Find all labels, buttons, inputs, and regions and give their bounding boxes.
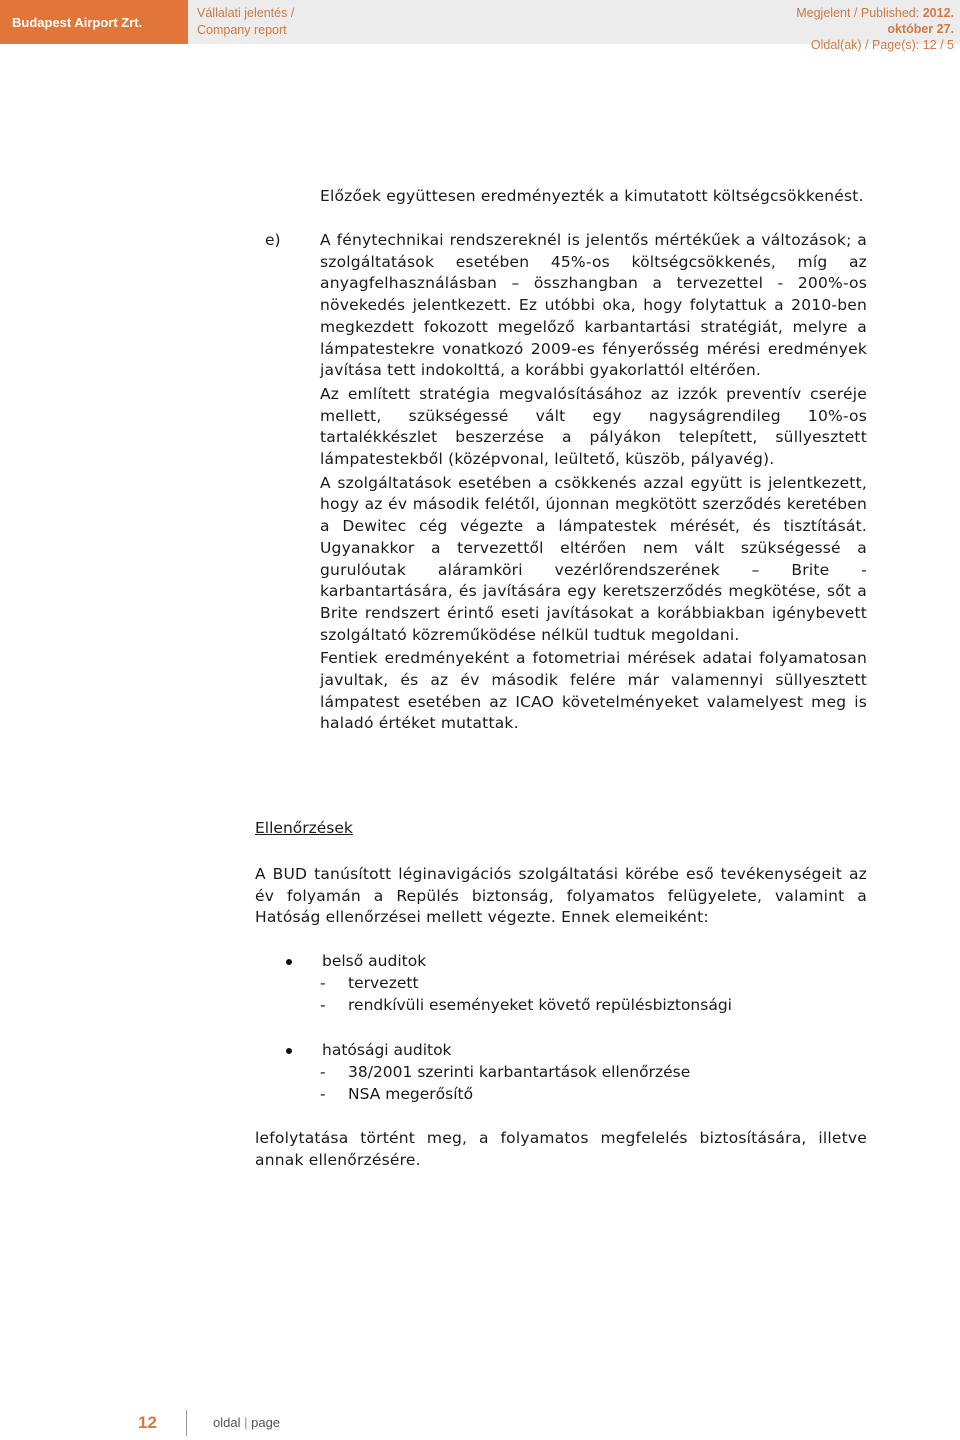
closing-paragraph: lefolytatása történt meg, a folyamatos megfelelés biztosítására, illetve annak ellenőrzésére. bbox=[255, 1129, 867, 1169]
bullet-dot-icon bbox=[286, 959, 292, 965]
page-count-label: Oldal(ak) / Page(s): 12 / 5 bbox=[810, 38, 954, 52]
section-title: Ellenőrzések bbox=[255, 819, 353, 837]
item-e-paragraph-4: Fentiek eredményeként a fotometriai mérések adatai folyamatosan javultak, és az év második felére már valamennyi süllyesztett lámpatest esetében az ICAO követelményeket valamelyest meg is haladó értéket mutattak. bbox=[320, 649, 867, 733]
bullet-item-label: hatósági auditok bbox=[322, 1041, 452, 1059]
document-type-en: Company report bbox=[197, 23, 287, 37]
sub-item-label: tervezett bbox=[348, 974, 419, 992]
page-header bbox=[0, 0, 960, 52]
sub-item-dash: - bbox=[320, 1085, 326, 1103]
page-word-bar: | bbox=[244, 1415, 248, 1430]
item-e-paragraph-3: A szolgáltatások esetében a csökkenés azzal együtt is jelentkezett, hogy az év második felétől, újonnan megkötött szerződés keretében a Dewitec cég végezte a lámpatestek mérését, és tisztítását. Ugyanakkor a tervezettől eltérően nem vált szükségessé a gurulóutak aláramköri vezérlőrendszerének – Brite - karbantartására, és javítására egy keretszerződés megkötése, sőt a Brite rendszert érintő eseti javításokat a korábbiakban igénybevett szolgáltató közreműködése nélkül tudtuk megoldani. bbox=[320, 473, 867, 644]
page-word-hu: oldal bbox=[213, 1415, 241, 1430]
sub-item-dash: - bbox=[320, 974, 326, 992]
published-year: 2012. bbox=[922, 6, 954, 20]
item-e-paragraph-1: A fénytechnikai rendszereknél is jelentős mértékűek a változások; a szolgáltatások esetében 45%-os költségcsökkenés, míg az anyagfelhasználásban – összhangban a tervezettel - 200%-os növekedés jelentkezett. Ez utóbbi oka, hogy folytattuk a 2010-ben megkezdett fokozott megelőző karbantartási stratégiát, melyre a lámpatestekre vonatkozó 2009-es fényerősség mérési eredmények javítása tett indokolttá, a korábbi gyakorlattól eltérően. bbox=[320, 231, 867, 380]
item-e-paragraph-2: Az említett stratégia megvalósításához az izzók preventív cseréje mellett, szükségessé vált egy nagyságrendileg 10%-os tartalékkészlet beszerzése a pályákon telepített, süllyesztett lámpatestekből (középvonal, leültető, küszöb, pályavég). bbox=[320, 384, 867, 469]
bullet-item-label: belső auditok bbox=[322, 952, 427, 970]
footer-divider bbox=[186, 1410, 187, 1436]
document-type-separator: / bbox=[290, 6, 295, 20]
continuation-paragraph: Előzőek együttesen eredményezték a kimutatott költségcsökkenést. bbox=[320, 187, 864, 205]
bullet-dot-icon bbox=[286, 1048, 292, 1054]
item-e-body bbox=[320, 230, 867, 737]
sub-item-label: 38/2001 szerinti karbantartások ellenőrzése bbox=[348, 1063, 691, 1081]
brand-label: Budapest Airport Zrt. bbox=[0, 0, 188, 44]
page-number: 12 bbox=[138, 1413, 157, 1432]
sub-item-dash: - bbox=[320, 996, 326, 1014]
document-type bbox=[197, 5, 294, 39]
item-e-label: e) bbox=[265, 231, 281, 249]
published-day: október 27. bbox=[887, 22, 954, 36]
published-label: Megjelent / Published: bbox=[796, 6, 920, 20]
sub-item-label: rendkívüli eseményeket követő repülésbiztonsági bbox=[348, 996, 732, 1014]
sub-item-dash: - bbox=[320, 1063, 326, 1081]
publication-meta bbox=[796, 5, 954, 53]
intro-paragraph: A BUD tanúsított léginavigációs szolgáltatási körébe eső tevékenységeit az év folyamán a Repülés biztonság, folyamatos felügyelete, valamint a Hatóság ellenőrzései mellett végezte. Ennek elemeiként: bbox=[255, 865, 867, 927]
document-type-hu: Vállalati jelentés bbox=[197, 6, 288, 20]
page-word-en: page bbox=[251, 1415, 281, 1430]
sub-item-label: NSA megerősítő bbox=[348, 1085, 474, 1103]
page-word bbox=[213, 1415, 280, 1430]
